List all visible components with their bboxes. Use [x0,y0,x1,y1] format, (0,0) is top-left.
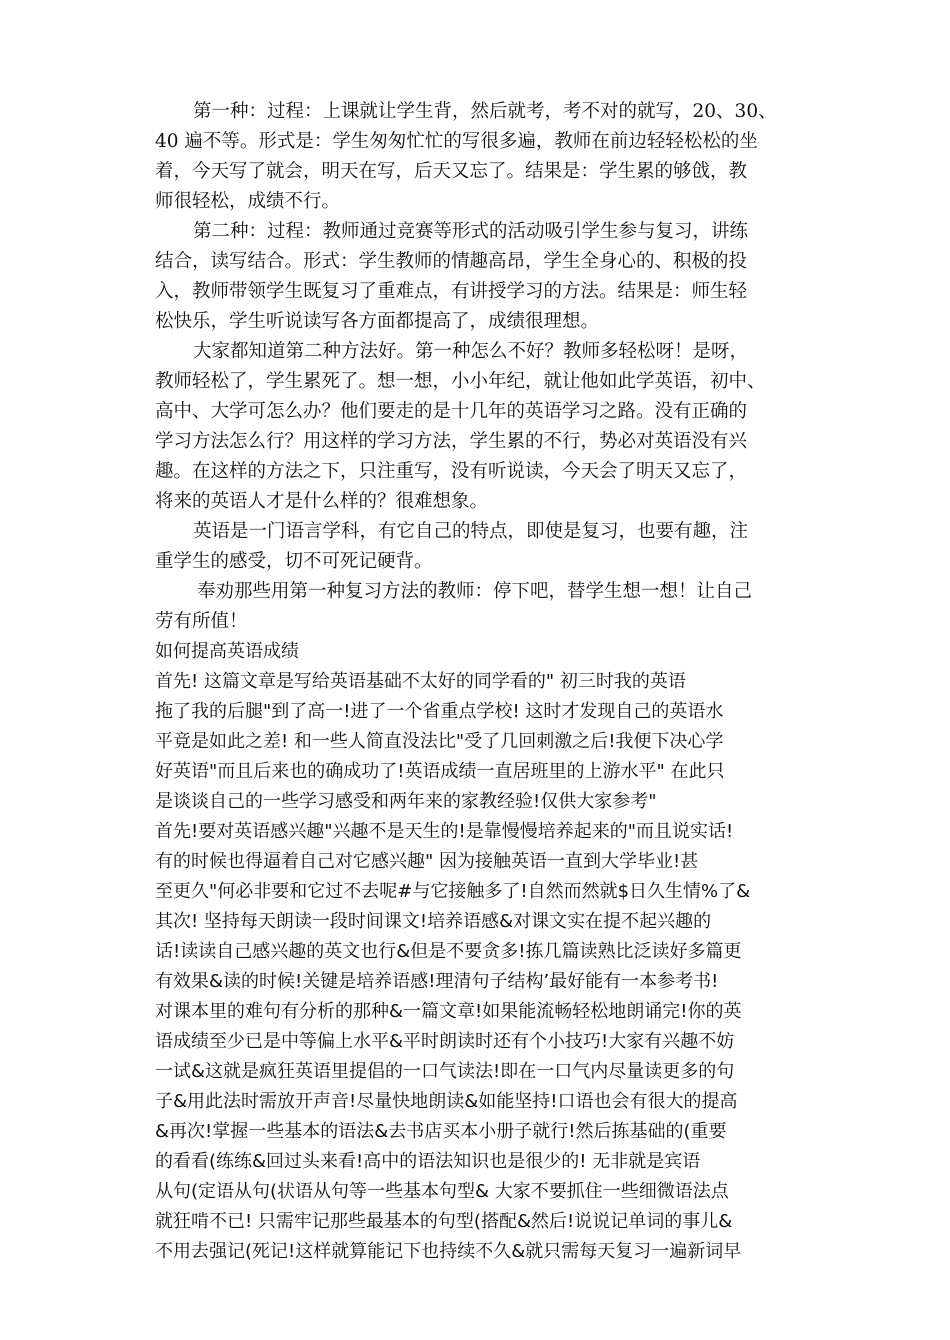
body-line: 不用去强记(死记!这样就算能记下也持续不久&就只需每天复习一遍新词早 [155,1241,742,1262]
body-line: 子&用此法时需放开声音!尽量快地朗读&如能坚持!口语也会有很大的提高 [155,1091,738,1112]
body-line: 就狂啃不已! 只需牢记那些最基本的句型(搭配&然后!说说记单词的事儿& [155,1211,733,1232]
paragraph-1-line-3: 着，今天写了就会，明天在写，后天又忘了。结果是：学生累的够戗，教 [155,161,748,182]
paragraph-3-line-5: 趣。在这样的方法之下，只注重写，没有听说读，今天会了明天又忘了， [155,461,748,482]
body-line: 一试&这就是疯狂英语里提倡的一口气读法!即在一口气内尽量读更多的句 [155,1061,735,1082]
body-line: 有效果&读的时候!关键是培养语感!理清句子结构’最好能有一本参考书! [155,971,719,992]
body-line: &再次!掌握一些基本的语法&去书店买本小册子就行!然后拣基础的(重要 [155,1121,727,1142]
body-line: 首先! 这篇文章是写给英语基础不太好的同学看的" 初三时我的英语 [155,671,686,692]
body-line: 对课本里的难句有分析的那种&一篇文章!如果能流畅轻松地朗诵完!你的英 [155,1001,742,1022]
body-line: 从句(定语从句(状语从句等一些基本句型& 大家不要抓住一些细微语法点 [155,1181,729,1202]
paragraph-3-line-4: 学习方法怎么行？用这样的学习方法，学生累的不行，势必对英语没有兴 [155,431,748,452]
body-line: 其次! 坚持每天朗读一段时间课文!培养语感&对课文实在提不起兴趣的 [155,911,712,932]
paragraph-2-line-1: 第二种：过程：教师通过竞赛等形式的活动吸引学生参与复习，讲练 [193,221,749,242]
paragraph-1-line-2: 40 遍不等。形式是：学生匆匆忙忙的写很多遍，教师在前边轻轻松松的坐 [155,131,758,152]
paragraph-3-line-6: 将来的英语人才是什么样的？很难想象。 [155,491,489,512]
paragraph-3-line-2: 教师轻松了，学生累死了。想一想，小小年纪，就让他如此学英语，初中、 [155,371,766,392]
body-line: 语成绩至少已是中等偏上水平&平时朗读时还有个小技巧!大家有兴趣不妨 [155,1031,735,1052]
body-line: 的看看(练练&回过头来看!高中的语法知识也是很少的! 无非就是宾语 [155,1151,701,1172]
body-line: 至更久"何必非要和它过不去呢#与它接触多了!自然而然就$日久生情%了& [155,881,751,902]
paragraph-3-line-3: 高中、大学可怎么办？他们要走的是十几年的英语学习之路。没有正确的 [155,401,748,422]
body-line: 好英语"而且后来也的确成功了!英语成绩一直居班里的上游水平" 在此只 [155,761,725,782]
body-line: 首先!要对英语感兴趣"兴趣不是天生的!是靠慢慢培养起来的"而且说实话! [155,821,734,842]
section-heading: 如何提高英语成绩 [155,641,299,662]
paragraph-2-line-4: 松快乐，学生听说读写各方面都提高了，成绩很理想。 [155,311,600,332]
paragraph-4-line-2: 重学生的感受，切不可死记硬背。 [155,551,433,572]
paragraph-1-line-1: 第一种：过程：上课就让学生背，然后就考，考不对的就写，20、30、 [193,101,777,122]
paragraph-2-line-2: 结合，读写结合。形式：学生教师的情趣高昂，学生全身心的、积极的投 [155,251,748,272]
paragraph-4-line-1: 英语是一门语言学科，有它自己的特点，即使是复习，也要有趣，注 [193,521,749,542]
paragraph-3-line-1: 大家都知道第二种方法好。第一种怎么不好？教师多轻松呀！是呀， [193,341,749,362]
paragraph-2-line-3: 入，教师带领学生既复习了重难点，有讲授学习的方法。结果是：师生轻 [155,281,748,302]
paragraph-5-line-1: 奉劝那些用第一种复习方法的教师：停下吧，替学生想一想！让自己 [197,581,753,602]
paragraph-1-line-4: 师很轻松，成绩不行。 [155,191,341,212]
body-line: 是谈谈自己的一些学习感受和两年来的家教经验!仅供大家参考" [155,791,657,812]
body-line: 平竟是如此之差! 和一些人简直没法比"受了几回刺激之后!我便下决心学 [155,731,724,752]
body-line: 拖了我的后腿"到了高一!进了一个省重点学校! 这时才发现自己的英语水 [155,701,724,722]
body-line: 话!读读自己感兴趣的英文也行&但是不要贪多!拣几篇读熟比泛读好多篇更 [155,941,742,962]
body-line: 有的时候也得逼着自己对它感兴趣" 因为接触英语一直到大学毕业!甚 [155,851,699,872]
paragraph-5-line-2: 劳有所值！ [155,611,248,632]
